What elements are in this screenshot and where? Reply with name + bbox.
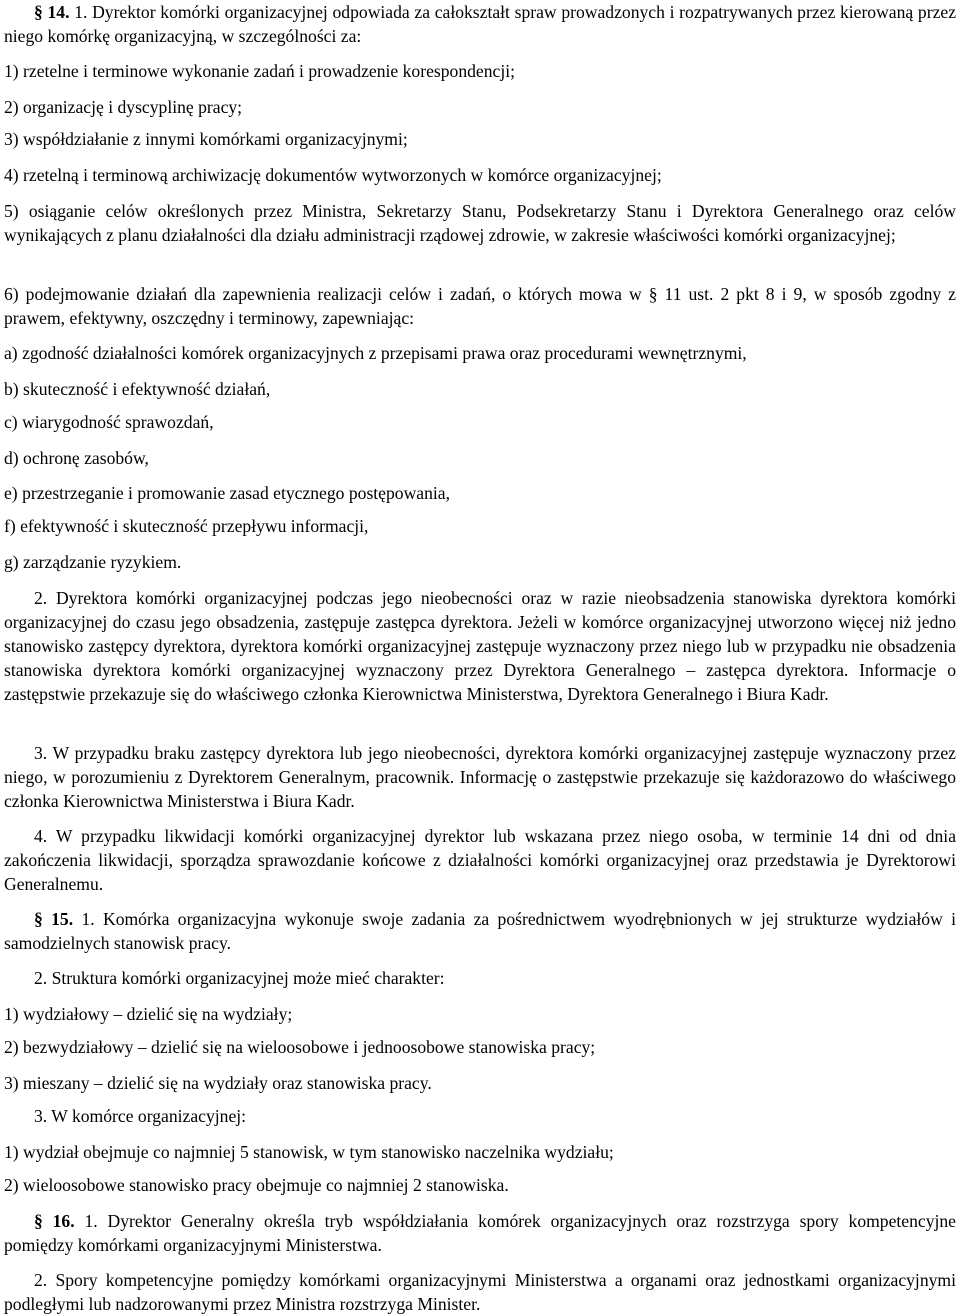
list-item: 2) bezwydziałowy – dzielić się na wieloosobowe i jednoosobowe stanowiska pracy;: [4, 1037, 596, 1057]
section-15-paragraph-2: 2. Struktura komórki organizacyjnej może mieć charakter:: [34, 968, 445, 988]
list-item: 6) podejmowanie działań dla zapewnienia realizacji celów i zadań, o których mowa w § 11 ust. 2 pkt 8 i 9, w sposób zgodny z prawem, efektywny, oszczędny i terminowy, zapewniając:: [4, 284, 956, 328]
sub-list-item: c) wiarygodność sprawozdań,: [4, 412, 214, 432]
sub-list-item: d) ochronę zasobów,: [4, 448, 149, 468]
list-item: 3) mieszany – dzielić się na wydziały oraz stanowiska pracy.: [4, 1073, 432, 1093]
section-14-paragraph-1: [4, 0, 956, 48]
sub-list-item: g) zarządzanie ryzykiem.: [4, 552, 182, 572]
section-14-paragraph-3: 3. W przypadku braku zastępcy dyrektora lub jego nieobecności, dyrektora komórki organizacyjnej zastępuje wyznaczony przez niego, w porozumieniu z Dyrektorem Generalnym, pracownik. Informację o zastępstwie przekazuje się każdorazowo do właściwego członka Kierownictwa Ministerstwa i Biura Kadr.: [4, 743, 956, 811]
section-15-paragraph-3: 3. W komórce organizacyjnej:: [34, 1106, 247, 1126]
list-item: 2) wieloosobowe stanowisko pracy obejmuje co najmniej 2 stanowiska.: [4, 1175, 509, 1195]
section-15-paragraph-1-text: 1. Komórka organizacyjna wykonuje swoje zadania za pośrednictwem wyodrębnionych w jej strukturze wydziałów i samodzielnych stanowisk pracy.: [4, 909, 956, 953]
section-14-paragraph-1-text: 1. Dyrektor komórki organizacyjnej odpowiada za całokształt spraw prowadzonych i rozpatrywanych przez kierowaną przez niego komórkę organizacyjną, w szczególności za:: [4, 2, 956, 46]
list-item: 4) rzetelną i terminową archiwizację dokumentów wytworzonych w komórce organizacyjnej;: [4, 165, 662, 185]
sub-list-item: a) zgodność działalności komórek organizacyjnych z przepisami prawa oraz procedurami wewnętrznymi,: [4, 343, 747, 363]
sub-list-item: f) efektywność i skuteczność przepływu informacji,: [4, 516, 369, 536]
section-14-paragraph-4: 4. W przypadku likwidacji komórki organizacyjnej dyrektor lub wskazana przez niego osoba, w terminie 14 dni od dnia zakończenia likwidacji, sporządza sprawozdanie końcowe z działalności komórki organizacyjnej oraz przedstawia je Dyrektorowi Generalnemu.: [4, 826, 956, 894]
sub-list-item: b) skuteczność i efektywność działań,: [4, 379, 271, 399]
section-15-number: § 15.: [34, 909, 74, 929]
list-item: 3) współdziałanie z innymi komórkami organizacyjnymi;: [4, 129, 408, 149]
list-item: 1) wydział obejmuje co najmniej 5 stanowisk, w tym stanowisko naczelnika wydziału;: [4, 1142, 614, 1162]
section-16-number: § 16.: [34, 1211, 75, 1231]
section-14-number: § 14.: [34, 2, 70, 22]
list-item: 5) osiąganie celów określonych przez Ministra, Sekretarzy Stanu, Podsekretarzy Stanu i Dyrektora Generalnego oraz celów wynikających z planu działalności dla działu administracji rządowej zdrowie, w zakresie właściwości komórki organizacyjnej;: [4, 201, 956, 245]
list-item: 1) rzetelne i terminowe wykonanie zadań i prowadzenie korespondencji;: [4, 61, 515, 81]
section-15-paragraph-1: [4, 907, 956, 955]
list-item: 1) wydziałowy – dzielić się na wydziały;: [4, 1004, 293, 1024]
section-16-paragraph-1: [4, 1209, 956, 1257]
list-item: 2) organizację i dyscyplinę pracy;: [4, 97, 243, 117]
section-16-paragraph-1-text: 1. Dyrektor Generalny określa tryb współdziałania komórek organizacyjnych oraz rozstrzyga spory kompetencyjne pomiędzy komórkami organizacyjnymi Ministerstwa.: [4, 1211, 956, 1255]
sub-list-item: e) przestrzeganie i promowanie zasad etycznego postępowania,: [4, 483, 450, 503]
section-16-paragraph-2: 2. Spory kompetencyjne pomiędzy komórkami organizacyjnymi Ministerstwa a organami oraz jednostkami organizacyjnymi podległymi lub nadzorowanymi przez Ministra rozstrzyga Minister.: [4, 1270, 956, 1314]
section-14-paragraph-2: 2. Dyrektora komórki organizacyjnej podczas jego nieobecności oraz w razie nieobsadzenia stanowiska dyrektora komórki organizacyjnej do czasu jego obsadzenia, zastępuje zastępca dyrektora. Jeżeli w komórce organizacyjnej utworzono więcej niż jedno stanowisko zastępcy dyrektora, dyrektora komórki organizacyjnej zastępuje wyznaczony przez niego lub w przypadku nie obsadzenia stanowiska dyrektora komórki organizacyjnej wyznaczony przez Dyrektora Generalnego – zastępca dyrektora. Informacje o zastępstwie przekazuje się do właściwego członka Kierownictwa Ministerstwa, Dyrektora Generalnego i Biura Kadr.: [4, 588, 956, 704]
